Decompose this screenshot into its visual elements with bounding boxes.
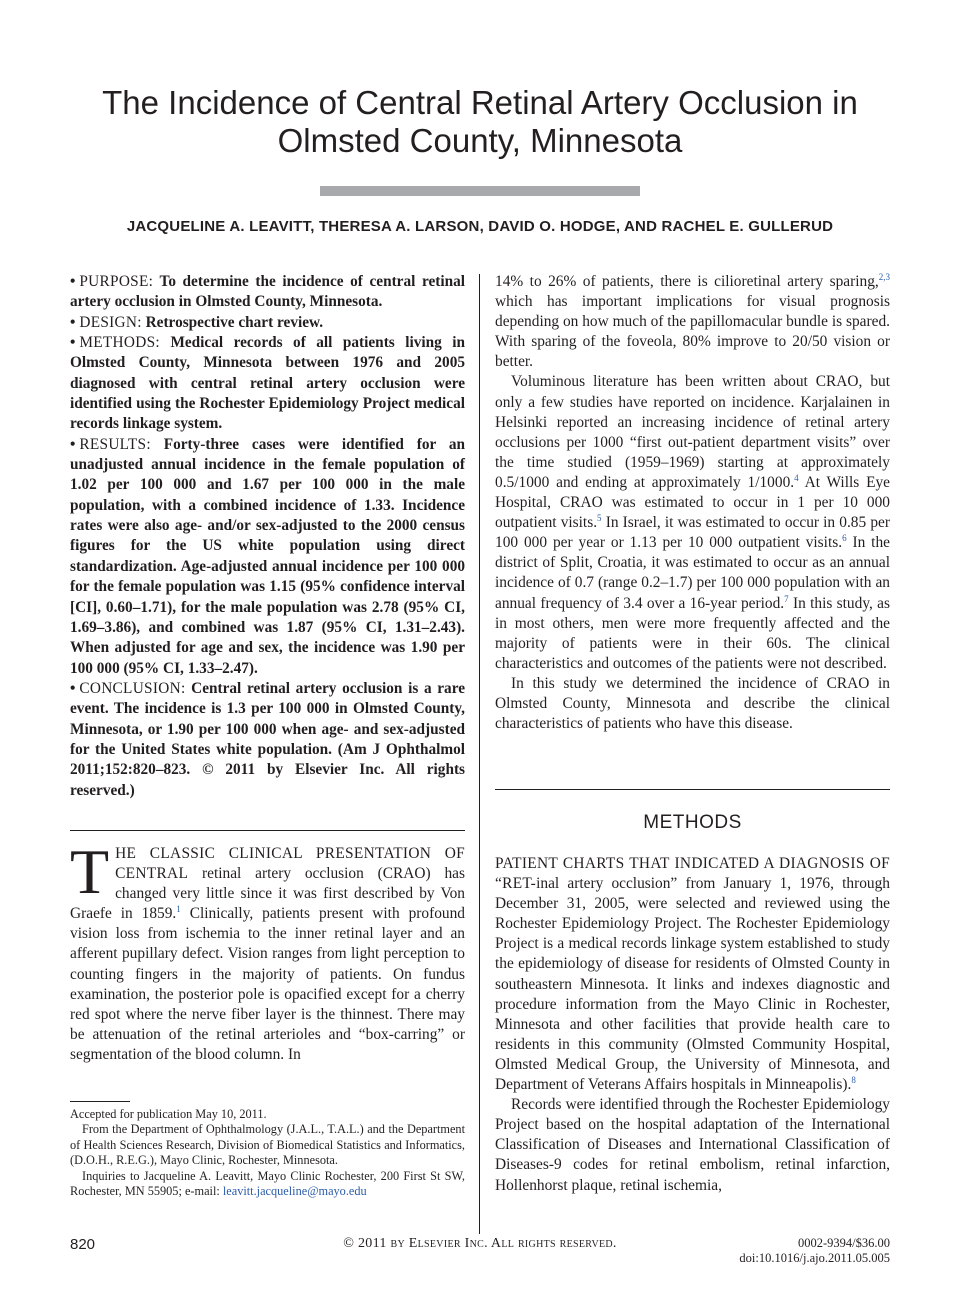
author-list: JACQUELINE A. LEAVITT, THERESA A. LARSON, DAVID O. HODGE, AND RACHEL E. GULLERUD bbox=[126, 218, 834, 235]
introduction bbox=[70, 836, 465, 1065]
right-column bbox=[495, 271, 891, 1194]
affiliations: From the Department of Ophthalmology (J.A.L., T.A.L.) and the Department of Health Sciences Research, Division of Biomedical Statistics and Informatics, (D.O.H., R.E.G.), Mayo Clinic, Rochester, Minnesota. bbox=[70, 1122, 465, 1168]
email-link[interactable]: leavitt.jacqueline@mayo.edu bbox=[222, 1184, 367, 1199]
footnote-divider bbox=[70, 1101, 130, 1102]
page-number: 820 bbox=[70, 1236, 96, 1253]
methods-section bbox=[495, 854, 890, 1196]
abstract-results: • RESULTS: Forty-three cases were identified for an unadjusted annual incidence in the female population of 1.02 per 100 000 and 1.67 per 100 000 in the male population, with a combined incidence of 1.33. Incidence rates were also age- and/or sex-adjusted to the 2000 census figures for the US white population using direct standardization. Age-adjusted annual incidence per 100 000 for the female population was 1.15 (95% confidence interval [CI], 0.60–1.71), for the male population was 2.78 (95% CI, 1.69–3.86), and combined was 1.87 (95% CI, 1.31–2.43). When adjusted for age and sex, the incidence was 1.90 per 100 000 (95% CI, 1.33–2.47). bbox=[70, 435, 465, 677]
citation-2-3[interactable]: 2,3 bbox=[878, 271, 890, 282]
intro-paragraph: THE CLASSIC CLINICAL PRESENTATION OF CENTRAL retinal artery occlusion (CRAO) has changed very little since it was first described by Von Graefe in 1859.$^1$ Clinically, patients present with profound vision loss from ischemia to the inner retinal layer and an afferent pupillary defect. Vision ranges from light perception to counting fingers in the majority of patients. On fundus examination, the posterior pole is opacified except for a cherry red spot where the nerve fiber layer is the thinnest. There may be attenuation of the retinal arterioles and “box-carring” or segmentation of the blood column. In bbox=[70, 836, 465, 1063]
title-divider-bar bbox=[320, 186, 640, 196]
correspondence: Inquiries to Jacqueline A. Leavitt, Mayo Clinic Rochester, 200 First St SW, Rochester, MN 55905; e-mail: leavitt.jacqueline@mayo.edu bbox=[70, 1168, 465, 1199]
methods-paragraph-2: Records were identified through the Rochester Epidemiology Project based on the hospital adaptation of the International Classification of Diseases and International Classification of Diseases-9 codes for retinal embolism, retinal infarction, Hollenhorst plaque, retinal ischemia, bbox=[495, 1096, 890, 1194]
methods-heading: METHODS bbox=[643, 812, 742, 833]
abstract bbox=[70, 272, 465, 801]
citation-7[interactable]: 7 bbox=[784, 593, 789, 604]
accepted-date: Accepted for publication May 10, 2011. bbox=[70, 1107, 267, 1121]
abstract-conclusion: • CONCLUSION: Central retinal artery occlusion is a rare event. The incidence is 1.3 per 100 000 in Olmsted County, Minnesota, or 1.90 per 100 000 when age- and sex-adjusted for the United States white population. (Am J Ophthalmol 2011;152:820–823. © 2011 by Elsevier Inc. All rights reserved.) bbox=[70, 679, 465, 799]
article-title bbox=[60, 84, 900, 160]
citation-5[interactable]: 5 bbox=[597, 513, 602, 523]
conclusion-label: CONCLUSION: bbox=[79, 679, 186, 697]
title-line-2: Olmsted County, Minnesota bbox=[277, 122, 683, 159]
abstract-design: • DESIGN: Retrospective chart review. bbox=[70, 313, 324, 331]
paragraph-literature: Voluminous literature has been written about CRAO, but only a few studies have reported on incidence. Karjalainen in Helsinki reported an increasing incidence of retinal artery occlusions per 1000 “first out-patient department visits” over the time studied (1959–1969) starting at approximately 0.5/1000 and ending at approximately 1/1000.$^4$ At Wills Eye Hospital, CRAO was estimated to occur in 1 per 10 000 outpatient visits.$^5$ In Israel, it was estimated to occur in 0.85 per 100 000 per year or 1.13 per 10 000 outpatient visits.$^6$ In the district of Split, Croatia, it was estimated to occur as an annual incidence of 0.7 (range 0.2–1.7) per 100 000 population with an annual frequency of 3.4 over a 16-year period.$^7$ In this study, as in most others, men were more frequently affected and the majority of patients were in their 60s. The clinical characteristics and outcomes of the patients were not described. bbox=[495, 373, 891, 672]
article-footnote bbox=[70, 1107, 465, 1199]
citation-4[interactable]: 4 bbox=[794, 472, 799, 483]
results-label: RESULTS: bbox=[79, 435, 151, 453]
paragraph-aim: In this study we determined the incidence of CRAO in Olmsted County, Minnesota and describe the clinical characteristics of patients who have this disease. bbox=[495, 674, 890, 733]
column-divider bbox=[479, 274, 480, 1234]
abstract-divider bbox=[70, 830, 465, 831]
journal-ids bbox=[739, 1236, 890, 1266]
purpose-label: PURPOSE: bbox=[79, 273, 154, 290]
paragraph-sparing: 14% to 26% of patients, there is cilioretinal artery sparing,$^{2,3}$ which has important implications for visual prognosis depending on how much of the papillomacular bundle is spared. With sparing of the foveola, 80% improve to 20/50 vision or better. bbox=[495, 271, 890, 371]
citation-1[interactable]: 1 bbox=[176, 904, 181, 915]
section-divider bbox=[495, 789, 890, 790]
copyright-notice: © 2011 by Elsevier Inc. All rights reserved. bbox=[343, 1236, 617, 1251]
drop-cap: T bbox=[70, 836, 110, 907]
design-label: DESIGN: bbox=[79, 313, 142, 331]
issn: 0002-9394/$36.00 bbox=[797, 1236, 890, 1250]
abstract-purpose: • PURPOSE: To determine the incidence of central retinal artery occlusion in Olmsted County, Minnesota. bbox=[70, 273, 465, 311]
citation-6[interactable]: 6 bbox=[842, 533, 847, 544]
doi[interactable]: doi:10.1016/j.ajo.2011.05.005 bbox=[739, 1251, 890, 1265]
methods-paragraph-1: PATIENT CHARTS THAT INDICATED A DIAGNOSIS OF “RET-inal artery occlusion” from January 1, 1976, through December 31, 2005, were selected and reviewed using the Rochester Epidemiology Project. The Rochester Epidemiology Project is a medical records linkage system established to study the epidemiology of disease for residents of Olmsted County in southeastern Minnesota. It links and indexes diagnostic and procedure information from the Mayo Clinic in Rochester, Minnesota and other facilities that provide health care to residents in this community (Olmsted Community Hospital, Olmsted Medical Group, the University of Minnesota, and Department of Veterans Affairs hospitals in Minneapolis).$^8$ bbox=[495, 855, 890, 1094]
abstract-methods: • METHODS: Medical records of all patients living in Olmsted County, Minnesota between 1976 and 2005 diagnosed with central retinal artery occlusion were identified using the Rochester Epidemiology Project medical records linkage system. bbox=[70, 334, 466, 433]
title-line-1: The Incidence of Central Retinal Artery Occlusion in bbox=[102, 84, 858, 121]
left-column bbox=[70, 272, 466, 1063]
methods-label: METHODS: bbox=[79, 334, 160, 352]
citation-8[interactable]: 8 bbox=[851, 1074, 856, 1085]
